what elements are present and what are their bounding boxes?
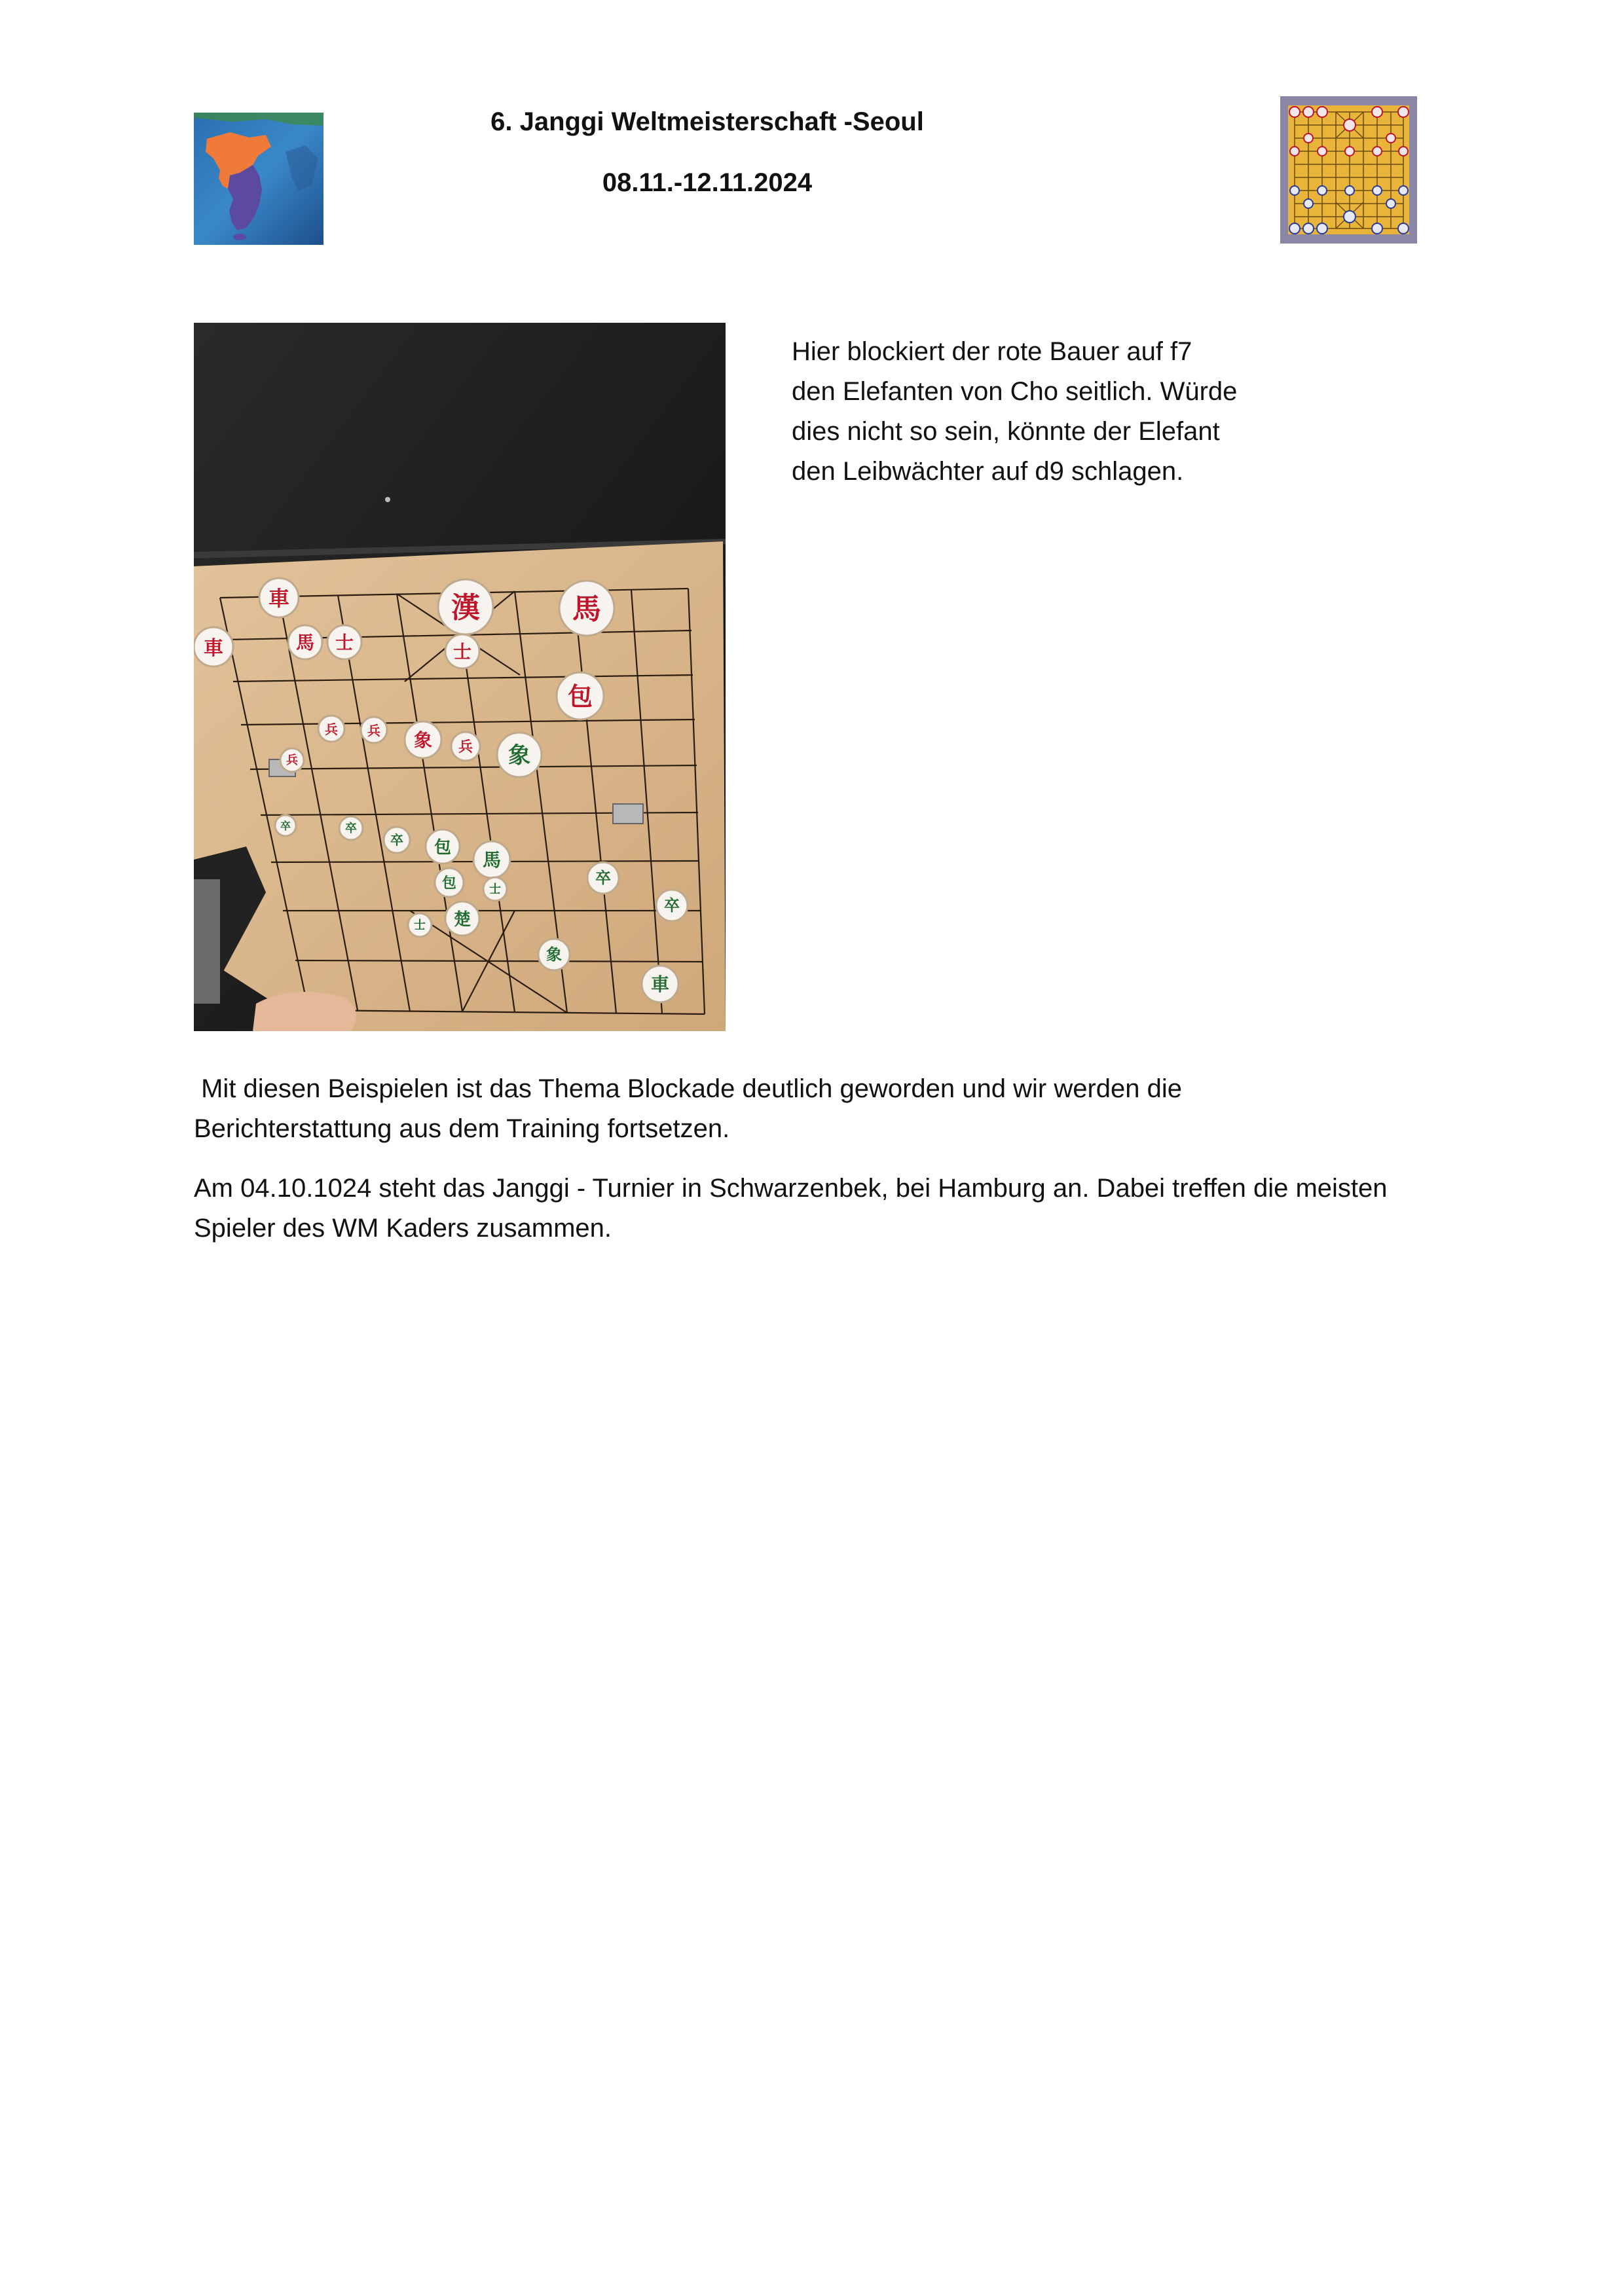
svg-text:卒: 卒 [280,820,291,832]
caption-line: den Elefanten von Cho seitlich. Würde [792,377,1238,406]
svg-text:卒: 卒 [345,822,357,835]
paragraph-blockade [194,1069,1451,1149]
svg-text:車: 車 [268,586,290,611]
caption-line: Hier blockiert der rote Bauer auf f7 [792,337,1192,366]
svg-text:漢: 漢 [451,591,480,625]
svg-text:馬: 馬 [295,632,315,653]
svg-text:車: 車 [650,974,670,995]
svg-text:卒: 卒 [390,832,403,848]
svg-text:象: 象 [413,729,433,751]
svg-text:兵: 兵 [286,754,298,767]
svg-text:兵: 兵 [458,739,473,756]
svg-text:士: 士 [335,632,354,653]
svg-text:士: 士 [414,919,426,932]
svg-text:包: 包 [434,838,452,858]
korea-map-icon [194,113,323,245]
svg-text:楚: 楚 [453,910,471,930]
svg-text:車: 車 [204,637,223,660]
svg-text:包: 包 [441,875,457,892]
svg-text:卒: 卒 [664,896,680,915]
svg-text:象: 象 [546,945,562,964]
paragraph-line: Spieler des WM Kaders zusammen. [194,1214,612,1243]
svg-text:馬: 馬 [572,592,601,626]
janggi-board-icon [1280,96,1417,244]
svg-text:士: 士 [489,883,501,896]
svg-text:象: 象 [508,742,530,769]
paragraph-tournament [194,1169,1464,1248]
janggi-board-photo [194,323,726,1031]
document-dates: 08.11.-12.11.2024 [602,168,813,197]
document-title: 6. Janggi Weltmeisterschaft -Seoul [490,107,924,136]
svg-text:兵: 兵 [325,721,338,737]
paragraph-line: Mit diesen Beispielen ist das Thema Blockade deutlich geworden und wir werden die [194,1074,1183,1103]
paragraph-line: Am 04.10.1024 steht das Janggi - Turnier in Schwarzenbek, bei Hamburg an. Dabei treffen die meisten [194,1174,1388,1203]
paragraph-line: Berichterstattung aus dem Training fortsetzen. [194,1114,730,1143]
svg-text:卒: 卒 [595,869,611,887]
svg-text:兵: 兵 [367,723,380,738]
photo-caption [792,332,1289,492]
svg-text:包: 包 [567,682,593,711]
svg-text:士: 士 [452,641,472,663]
caption-line: den Leibwächter auf d9 schlagen. [792,457,1184,486]
svg-text:馬: 馬 [482,849,502,871]
caption-line: dies nicht so sein, könnte der Elefant [792,417,1220,446]
